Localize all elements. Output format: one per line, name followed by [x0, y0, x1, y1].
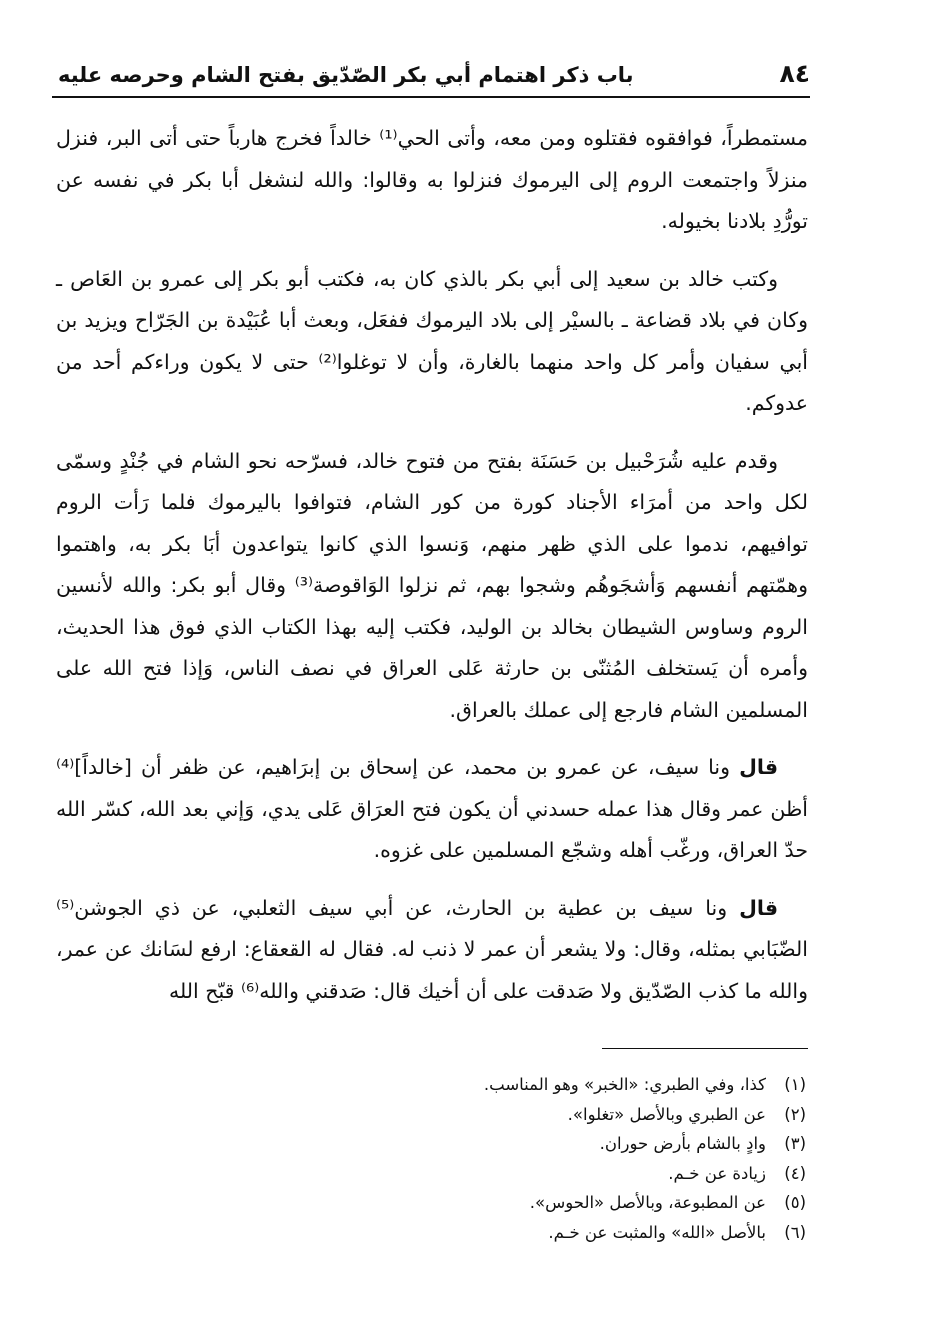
paragraph-3: [56, 441, 808, 732]
footnote-text: كذا، وفي الطبري: «الخبر» وهو المناسب.: [483, 1075, 766, 1094]
paragraph-lead: قال: [739, 895, 778, 920]
paragraph-lead: قال: [739, 755, 778, 779]
footnote-number: (٢): [784, 1104, 806, 1124]
footnote-text: عن الطبري وبالأصل «تغلوا».: [567, 1104, 766, 1124]
footnote-2: [300, 1100, 806, 1130]
paragraph-text: ونا سيف، عن عمرو بن محمد، عن إسحاق بن إبرَاهيم، عن ظفر أن [خالداً]⁽⁴⁾ أظن عمر وقال هذا عمله حسدني أن يكون فتح العرَاق عَلى يدي، وَإني بعد الله، كسّر الله حدّ العراق، ورغّب أهله وشجّع المسلمين على غزوه.: [56, 755, 808, 862]
footnote-1: [300, 1070, 806, 1100]
footnote-5: [300, 1188, 806, 1218]
page-header: [52, 52, 810, 98]
footnote-rule: [602, 1048, 808, 1049]
footnote-number: (٥): [784, 1193, 806, 1212]
paragraph-text: وقدم عليه شُرَحْبيل بن حَسَنَة بفتح من فتوح خالد، فسرّحه نحو الشام في جُنْدٍ وسمّى لكل واحد من أمرَاء الأجناد كورة من كور الشام، فتوافوا باليرموك فلما رَأت الروم توافيهم، ندموا على الذي ظهر منهم، وَنسوا الذي كانوا يتواعدون أبَا بكر به، واهتموا وهمّتهم أنفسهم وَأشجَوهُم وشجوا بهم، ثم نزلوا الوَاقوصة⁽³⁾ وقال أبو بكر: والله لأنسين الروم وساوس الشيطان بخالد بن الوليد، فكتب إليه بهذا الكتاب الذي فوق هذا الحديث، وأمره أن يَستخلف المُثنّى بن حارثة عَلى العراق في نصف الناس، وَإذا فتح الله على المسلمين الشام فارجع إلى عملك بالعراق.: [56, 448, 808, 722]
footnote-6: [300, 1218, 806, 1248]
header-rule: [52, 96, 810, 98]
paragraph-4: [56, 747, 808, 872]
paragraph-text: وكتب خالد بن سعيد إلى أبي بكر بالذي كان به، فكتب أبو بكر إلى عمرو بن العَاص ـ وكان في بلاد قضاعة ـ بالسيْر إلى بلاد اليرموك ففعَل، وبعث أبا عُبَيْدة بن الجَرّاح ويزيد بن أبي سفيان وأمر كل واحد منهما بالغارة، وأن لا توغلوا⁽²⁾ حتى لا يكون وراءكم أحد من عدوكم.: [56, 266, 808, 415]
page-number: ٨٤: [779, 59, 810, 88]
footnotes: [300, 1070, 806, 1247]
footnote-4: [300, 1159, 806, 1189]
running-title: باب ذكر اهتمام أبي بكر الصّدّيق بفتح الشام وحرصه عليه: [58, 63, 634, 87]
footnote-text: عن المطبوعة، وبالأصل «الحوس».: [529, 1193, 766, 1212]
footnote-number: (٦): [784, 1222, 806, 1242]
footnote-text: زيادة عن خـم.: [668, 1163, 766, 1183]
paragraph-1: [56, 118, 808, 243]
paragraph-2: [56, 259, 808, 425]
paragraph-5: [56, 888, 808, 1013]
footnote-text: بالأصل «الله» والمثبت عن خـم.: [548, 1222, 766, 1242]
footnote-number: (٤): [784, 1163, 806, 1183]
footnote-number: (١): [784, 1075, 806, 1094]
paragraph-text: ونا سيف بن عطية بن الحارث، عن أبي سيف الثعلبي، عن ذي الجوشن⁽⁵⁾ الضّبَابي بمثله، وقال: ولا يشعر أن عمر لا ذنب له. فقال له القعقاع: ارفع لسَانك عن عمر، والله ما كذب الصّدّيق ولا صَدقت على أن أخيك قال: صَدقني والله⁽⁶⁾ قبّح الله: [56, 895, 808, 1003]
main-text: [56, 118, 808, 1028]
paragraph-text: مستمطراً، فوافقوه فقتلوه ومن معه، وأتى الحي⁽¹⁾ خالداً فخرج هارباً حتى أتى البر، فنزل منزلاً واجتمعت الروم إلى اليرموك فنزلوا به وقالوا: والله لنشغل أبا بكر في نفسه عن تورُّدِ بلادنا بخيوله.: [56, 126, 808, 233]
footnote-3: [300, 1129, 806, 1159]
footnote-text: وادٍ بالشام بأرض حوران.: [599, 1134, 766, 1153]
footnote-number: (٣): [784, 1134, 806, 1153]
